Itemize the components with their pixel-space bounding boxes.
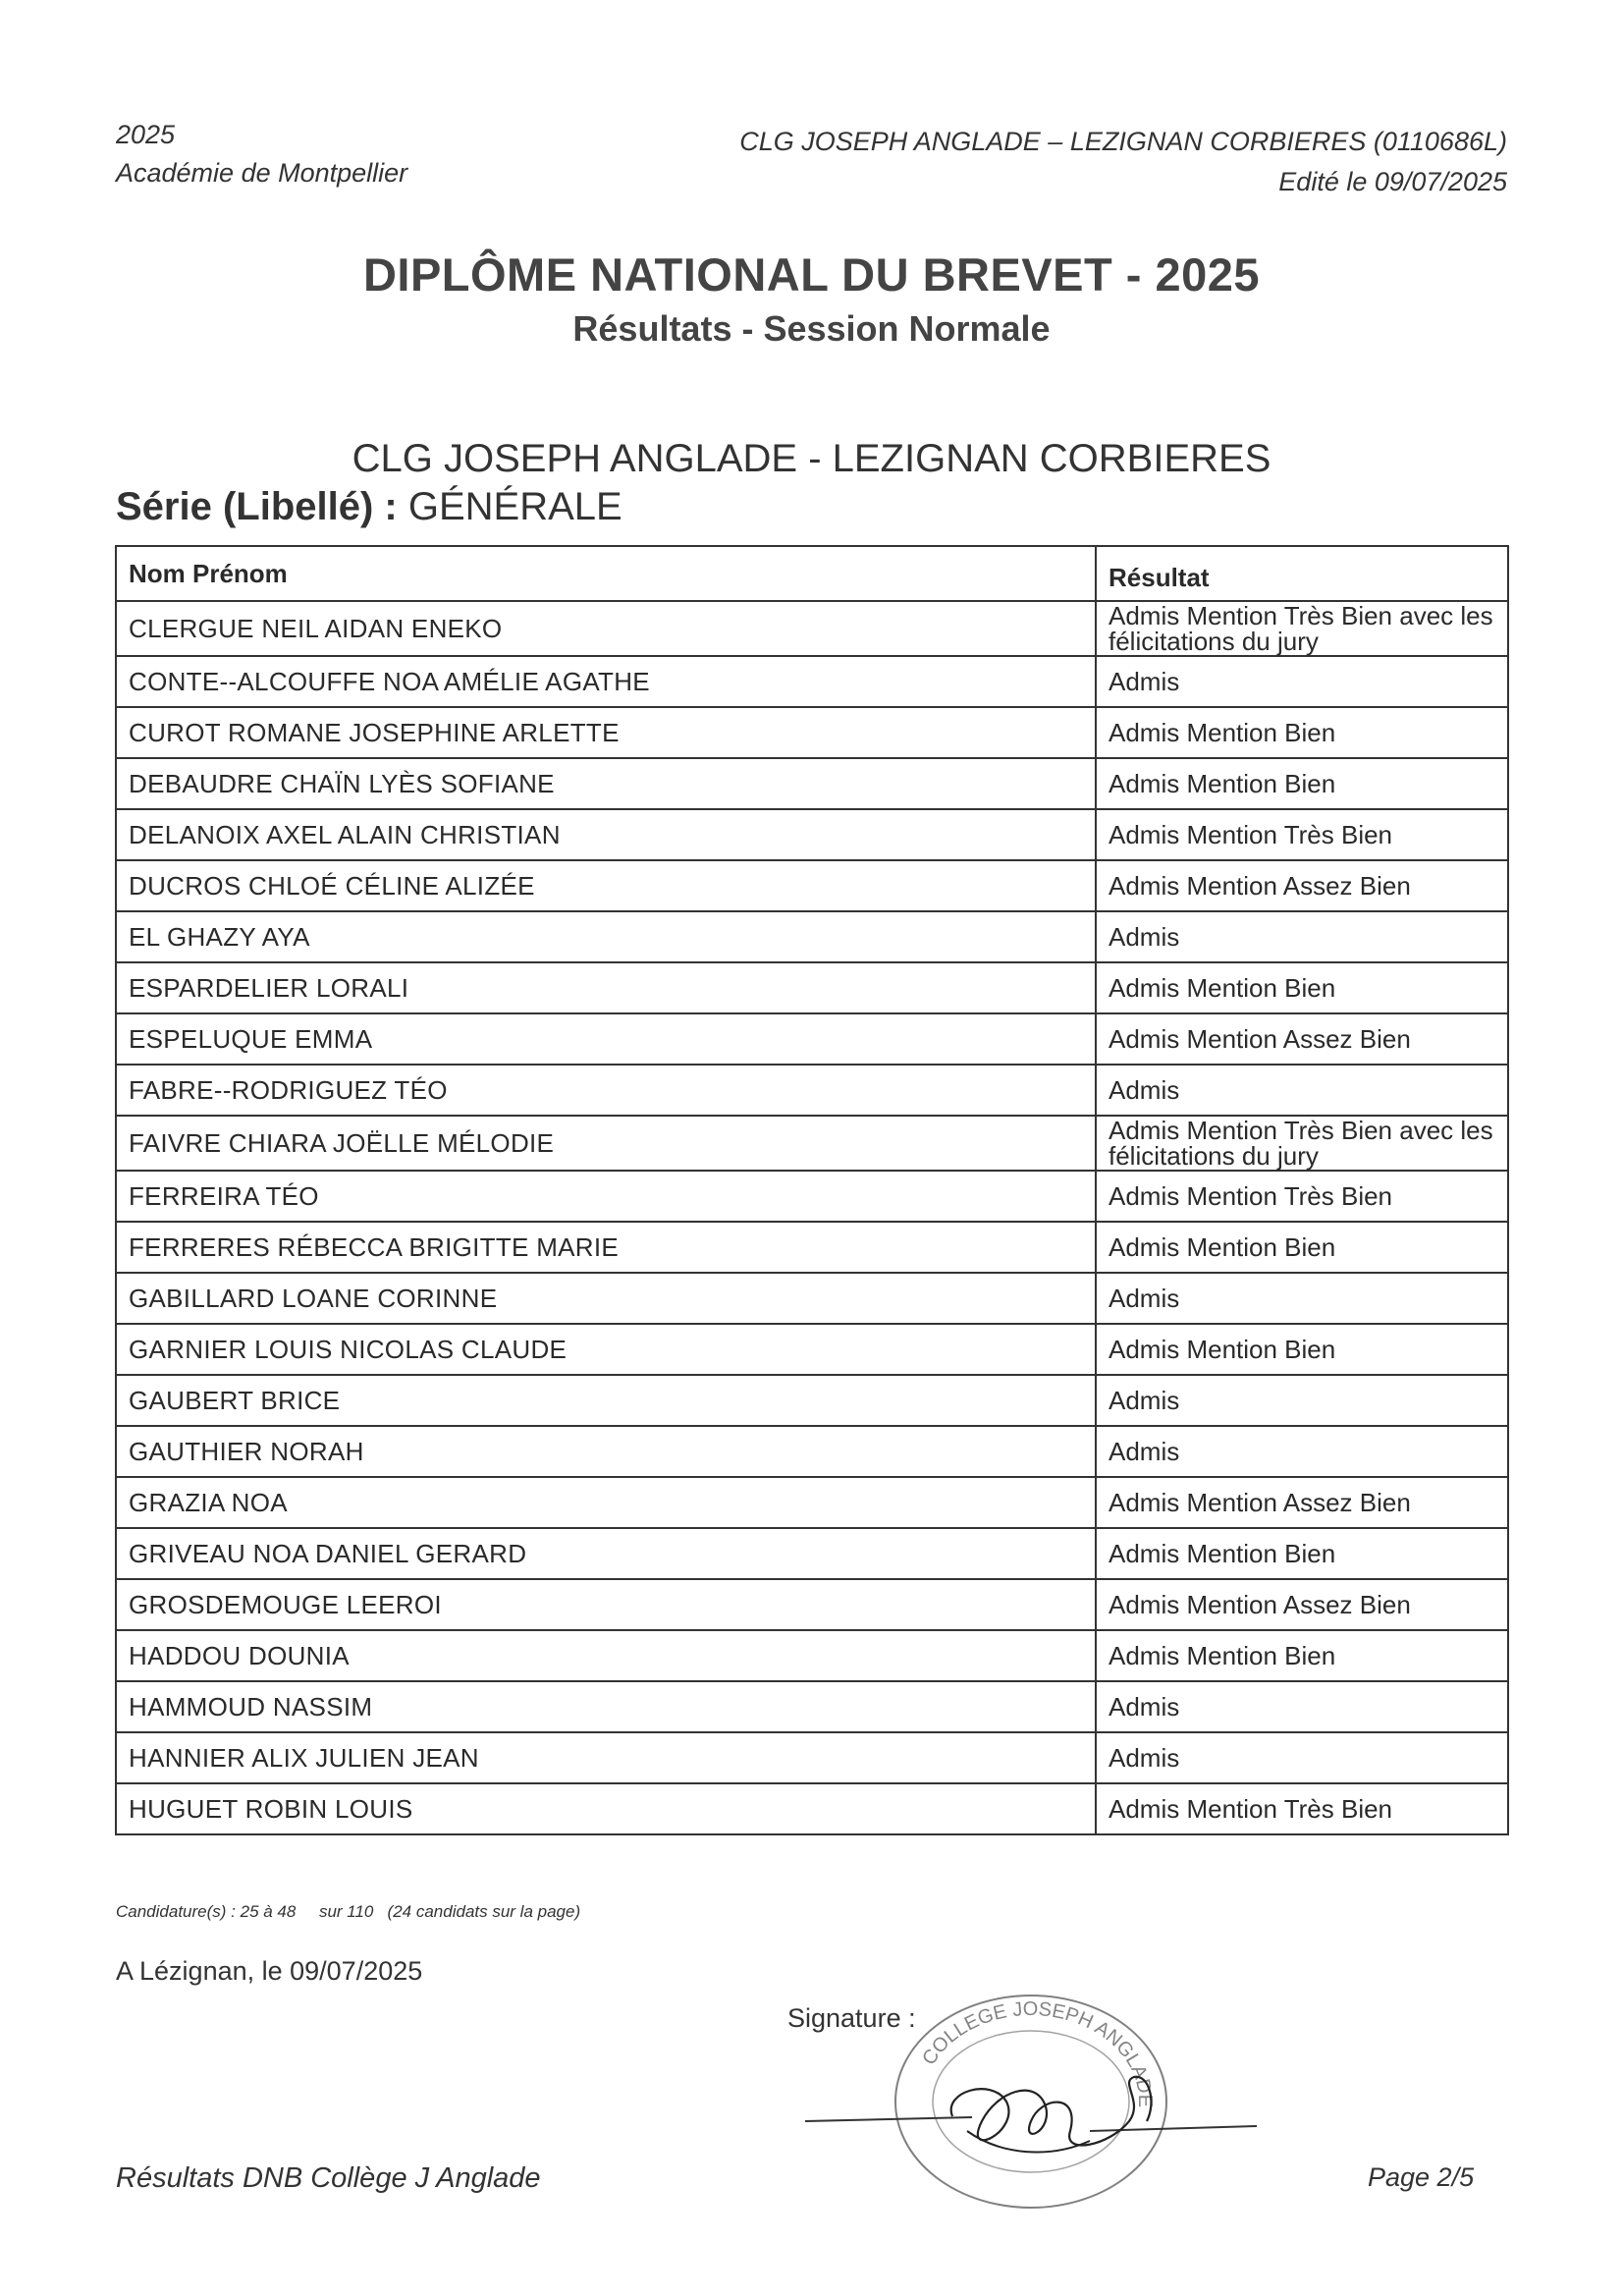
table-row	[116, 1116, 1508, 1171]
candidate-result: Admis Mention Bien	[1096, 758, 1508, 809]
candidate-name: FERRERES RÉBECCA BRIGITTE MARIE	[116, 1222, 1096, 1273]
candidate-result: Admis Mention Bien	[1096, 1630, 1508, 1681]
table-row	[116, 1273, 1508, 1324]
footer-page-number: Page 2/5	[1368, 2162, 1475, 2192]
candidate-name: FAIVRE CHIARA JOËLLE MÉLODIE	[116, 1116, 1096, 1171]
table-row	[116, 656, 1508, 707]
candidate-result: Admis Mention Assez Bien	[1096, 1477, 1508, 1528]
candidate-name: CLERGUE NEIL AIDAN ENEKO	[116, 601, 1096, 656]
table-row	[116, 1477, 1508, 1528]
table-row	[116, 1065, 1508, 1116]
candidate-name: DELANOIX AXEL ALAIN CHRISTIAN	[116, 809, 1096, 860]
header-school-code: CLG JOSEPH ANGLADE – LEZIGNAN CORBIERES (0110686L)	[739, 127, 1507, 156]
candidate-result: Admis Mention Bien	[1096, 707, 1508, 758]
header-year: 2025	[116, 120, 176, 149]
table-row	[116, 860, 1508, 911]
candidate-name: GAUBERT BRICE	[116, 1375, 1096, 1426]
document-title: DIPLÔME NATIONAL DU BREVET - 2025	[362, 248, 1261, 301]
serie-value: GÉNÉRALE	[407, 485, 622, 528]
candidate-name: GABILLARD LOANE CORINNE	[116, 1273, 1096, 1324]
table-row	[116, 601, 1508, 656]
candidate-name: HANNIER ALIX JULIEN JEAN	[116, 1732, 1096, 1783]
table-row	[116, 1681, 1508, 1732]
table-row	[116, 962, 1508, 1013]
candidate-result: Admis Mention Assez Bien	[1096, 1013, 1508, 1065]
serie-label: Série (Libellé) :	[116, 485, 398, 528]
serie-line	[116, 485, 622, 529]
table-row	[116, 758, 1508, 809]
signature-label: Signature :	[787, 2003, 916, 2033]
candidate-name: GARNIER LOUIS NICOLAS CLAUDE	[116, 1324, 1096, 1375]
candidate-result: Admis	[1096, 1732, 1508, 1783]
candidate-result: Admis Mention Très Bien avec les félicitations du jury	[1096, 601, 1508, 656]
candidate-result: Admis Mention Très Bien	[1096, 1783, 1508, 1834]
candidate-result: Admis	[1096, 1681, 1508, 1732]
table-row	[116, 1013, 1508, 1065]
place-date: A Lézignan, le 09/07/2025	[116, 1956, 423, 1986]
candidate-name: DEBAUDRE CHAÏN LYÈS SOFIANE	[116, 758, 1096, 809]
table-row	[116, 707, 1508, 758]
table-row	[116, 809, 1508, 860]
table-header-row	[116, 546, 1508, 601]
table-row	[116, 1375, 1508, 1426]
candidate-name: GAUTHIER NORAH	[116, 1426, 1096, 1477]
candidate-name: CUROT ROMANE JOSEPHINE ARLETTE	[116, 707, 1096, 758]
header-name: Nom Prénom	[116, 546, 1096, 601]
candidate-name: HUGUET ROBIN LOUIS	[116, 1783, 1096, 1834]
table-row	[116, 1630, 1508, 1681]
candidate-result: Admis Mention Bien	[1096, 1222, 1508, 1273]
candidate-name: GRIVEAU NOA DANIEL GERARD	[116, 1528, 1096, 1579]
candidate-name: HADDOU DOUNIA	[116, 1630, 1096, 1681]
table-row	[116, 1171, 1508, 1222]
header-academy: Académie de Montpellier	[116, 158, 408, 188]
signature-stamp	[795, 1984, 1267, 2219]
candidate-result: Admis	[1096, 911, 1508, 962]
candidate-result: Admis	[1096, 1375, 1508, 1426]
candidate-name: ESPELUQUE EMMA	[116, 1013, 1096, 1065]
candidate-result: Admis Mention Assez Bien	[1096, 860, 1508, 911]
table-body	[116, 601, 1508, 1834]
candidate-result: Admis Mention Assez Bien	[1096, 1579, 1508, 1630]
candidates-note: Candidature(s) : 25 à 48 sur 110 (24 candidats sur la page)	[116, 1902, 581, 1921]
footer-left: Résultats DNB Collège J Anglade	[116, 2162, 541, 2194]
table-row	[116, 1222, 1508, 1273]
header-result: Résultat	[1096, 546, 1508, 601]
table-row	[116, 1783, 1508, 1834]
school-name: CLG JOSEPH ANGLADE - LEZIGNAN CORBIERES	[352, 437, 1271, 480]
candidate-name: FERREIRA TÉO	[116, 1171, 1096, 1222]
candidate-result: Admis	[1096, 656, 1508, 707]
document-subtitle: Résultats - Session Normale	[572, 308, 1051, 349]
table-row	[116, 1324, 1508, 1375]
candidate-result: Admis Mention Bien	[1096, 962, 1508, 1013]
candidate-name: GROSDEMOUGE LEEROI	[116, 1579, 1096, 1630]
candidate-result: Admis Mention Très Bien	[1096, 1171, 1508, 1222]
candidate-result: Admis Mention Très Bien	[1096, 809, 1508, 860]
candidate-result: Admis	[1096, 1426, 1508, 1477]
header-edit-date: Edité le 09/07/2025	[1278, 167, 1507, 196]
candidate-name: FABRE--RODRIGUEZ TÉO	[116, 1065, 1096, 1116]
table-row	[116, 1579, 1508, 1630]
table-row	[116, 911, 1508, 962]
candidate-name: EL GHAZY AYA	[116, 911, 1096, 962]
candidate-name: GRAZIA NOA	[116, 1477, 1096, 1528]
header-left	[116, 116, 407, 192]
candidate-result: Admis Mention Bien	[1096, 1528, 1508, 1579]
candidate-name: ESPARDELIER LORALI	[116, 962, 1096, 1013]
candidate-result: Admis Mention Très Bien avec les félicitations du jury	[1096, 1116, 1508, 1171]
candidate-name: DUCROS CHLOÉ CÉLINE ALIZÉE	[116, 860, 1096, 911]
header-right	[739, 122, 1507, 202]
candidate-name: CONTE--ALCOUFFE NOA AMÉLIE AGATHE	[116, 656, 1096, 707]
table-row	[116, 1426, 1508, 1477]
table-row	[116, 1732, 1508, 1783]
results-table	[115, 545, 1509, 1835]
candidate-name: HAMMOUD NASSIM	[116, 1681, 1096, 1732]
candidate-result: Admis	[1096, 1065, 1508, 1116]
svg-text:COLLEGE JOSEPH ANGLADE: COLLEGE JOSEPH ANGLADE	[918, 1998, 1157, 2108]
candidate-result: Admis Mention Bien	[1096, 1324, 1508, 1375]
table-row	[116, 1528, 1508, 1579]
candidate-result: Admis	[1096, 1273, 1508, 1324]
